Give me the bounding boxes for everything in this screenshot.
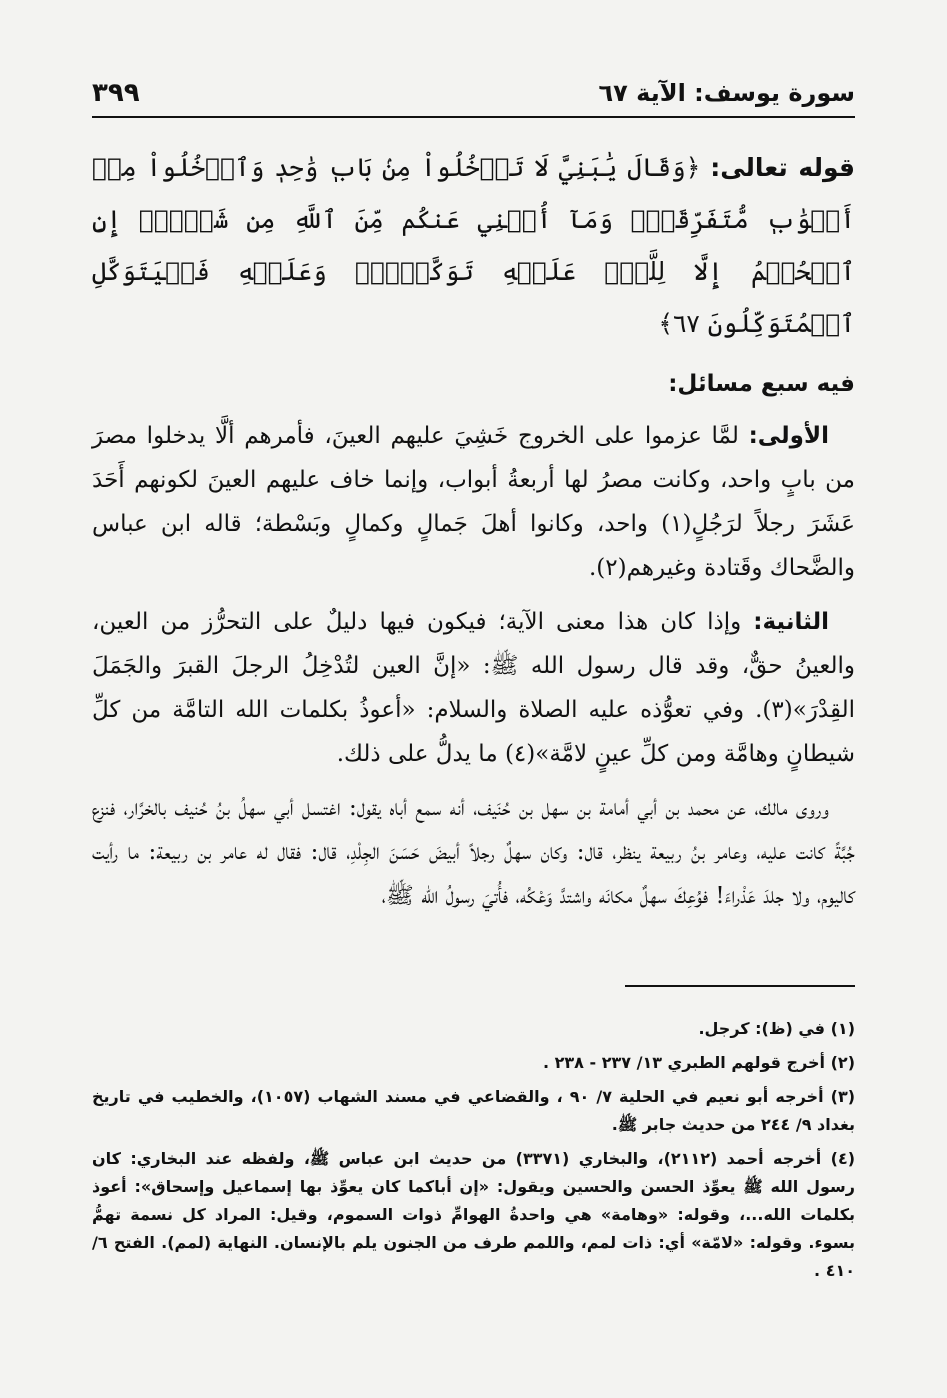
page-body xyxy=(92,142,855,928)
footnote: (٤) أخرجه أحمد (٢١١٢)، والبخاري (٣٣٧١) من حديث ابن عباس ﷺ، ولفظه عند البخاري: كان رسول الله ﷺ يعوِّذ الحسن والحسين ويقول: «إن أباكما كان يعوِّذ بها إسماعيل وإسحاق»: أعوذ بكلمات الله...، وقوله: «وهامة» هي واحدةُ الهوامِّ ذوات السموم، وقيل: المراد كل نسمة تهمُّ بسوء. وقوله: «لامّة» أي: ذات لمم، واللمم طرف من الجنون يلم بالإنسان. النهاية (لمم). الفتح ٦/ ٤١٠ . xyxy=(92,1149,856,1280)
paragraph-third xyxy=(92,786,855,918)
surah-title: سورة يوسف: الآية ٦٧ xyxy=(598,79,855,107)
footnote: (١) في (ظ): كرجل. xyxy=(698,1019,855,1038)
page-header xyxy=(92,70,855,118)
footnote-divider xyxy=(625,985,855,987)
paragraph-second xyxy=(92,600,855,776)
paragraph-label: الثانية: xyxy=(753,609,829,635)
verse-text: ﴿وَقَالَ يَٰبَنِيَّ لَا تَدۡخُلُواْ مِنۢ بَابٖ وَٰحِدٖ وَٱدۡخُلُواْ مِنۡ أَبۡوَٰبٖ مُّتَفَرِّقَةٖۖ وَمَآ أُغۡنِي عَنكُم مِّنَ ٱللَّهِ مِن شَيۡءٍۖ إِنِ ٱلۡحُكۡمُ إِلَّا لِلَّهِۖ عَلَيۡهِ تَوَكَّلۡتُۖ وَعَلَيۡهِ فَلۡيَتَوَكَّلِ ٱلۡمُتَوَكِّلُونَ ٦٧﴾ xyxy=(92,153,855,338)
paragraph-text: وروى مالك، عن محمد بن أبي أمامة بن سهل بن حُنَيف، أنه سمع أباه يقول: اغتسل أبي سهلُ بنُ حُنيف بالخرَّار، فنزع جُبَّةً كانت عليه، وعامر بنُ ربيعة ينظر، قال: وكان سهلٌ رجلاً أبيضَ حَسَنَ الجِلْدِ، قال: فقال له عامر بن ربيعة: ما رأيت كاليوم، ولا جلدَ عَذْراءَ! فوُعِكَ سهلٌ مكانَه واشتدَّ وَعْكُه، فأُتيَ رسولُ الله ﷺ، xyxy=(92,795,855,909)
paragraph-text: لمَّا عزموا على الخروج خَشِيَ عليهم العينَ، فأمرهم ألَّا يدخلوا مصرَ من بابٍ واحد، وكانت مصرُ لها أربعةُ أبواب، وإنما خاف عليهم العينَ لكونهم أَحَدَ عَشَرَ رجلاً لرَجُلٍ(١) واحد، وكانوا أهلَ جَمالٍ وكمالٍ وبَسْطة؛ قاله ابن عباس والضَّحاك وقَتادة وغيرهم(٢). xyxy=(92,423,855,581)
verse-block xyxy=(92,142,855,350)
footnote: (٣) أخرجه أبو نعيم في الحلية ٧/ ٩٠ ، والقضاعي في مسند الشهاب (١٠٥٧)، والخطيب في تاريخ بغداد ٩/ ٢٤٤ من حديث جابر ﷺ. xyxy=(92,1087,856,1134)
paragraph-label: الأولى: xyxy=(748,423,829,449)
paragraph-first xyxy=(92,414,855,590)
page-number: ٣٩٩ xyxy=(92,78,140,108)
footnote: (٢) أخرج قولهم الطبري ١٣/ ٢٣٧ - ٢٣٨ . xyxy=(542,1053,855,1072)
footnotes xyxy=(92,1015,855,1291)
verse-label: قوله تعالى: xyxy=(710,153,856,182)
paragraph-text: وإذا كان هذا معنى الآية؛ فيكون فيها دليلٌ على التحرُّز من العين، والعينُ حقٌّ، وقد قال رسول الله ﷺ: «إنَّ العين لتُدْخِلُ الرجلَ القبرَ والجَمَلَ القِدْرَ»(٣). وفي تعوُّذه عليه الصلاة والسلام: «أعوذُ بكلمات الله التامَّة من كلِّ شيطانٍ وهامَّة ومن كلِّ عينٍ لامَّة»(٤) ما يدلُّ على ذلك. xyxy=(92,609,855,767)
section-heading: فيه سبع مسائل: xyxy=(668,371,855,397)
